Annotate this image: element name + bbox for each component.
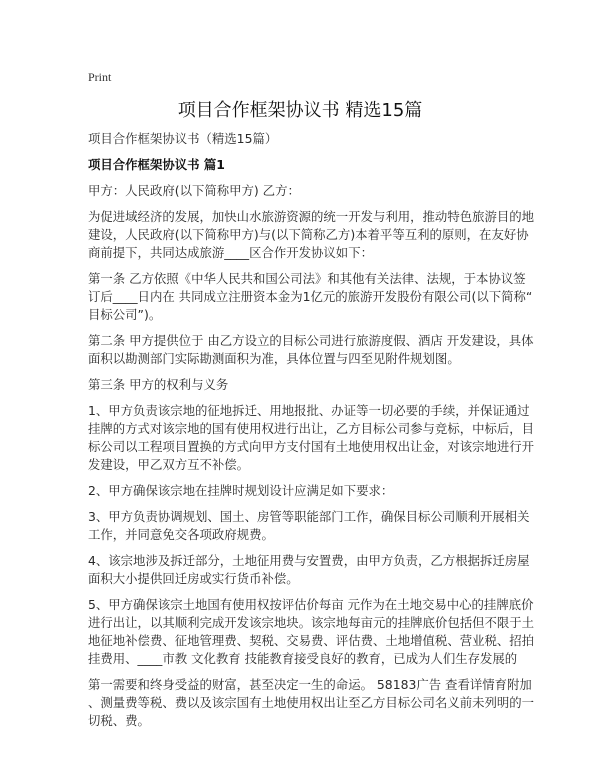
- paragraph-line: 订后____日内在 共同成立注册资本金为1亿元的旅游开发股份有限公司(以下简称“: [88, 289, 533, 304]
- paragraph-line: 标公司以工程项目置换的方式向甲方支付国有土地使用权出让金，对该宗地进行开: [88, 439, 535, 454]
- paragraph: [88, 596, 535, 668]
- paragraph-line: 第一需要和终身受益的财富，甚至决定一生的命运。 58183广告 查看详情育附加: [88, 677, 532, 692]
- paragraph: [88, 482, 528, 500]
- print-link[interactable]: Print: [88, 70, 112, 84]
- paragraph-line: 商前提下，共同达成旅游____区合作开发协议如下：: [88, 245, 373, 260]
- paragraph: [88, 552, 528, 588]
- paragraph-line: 2、甲方确保该宗地在挂牌时规划设计应满足如下要求：: [88, 483, 394, 498]
- paragraph-line: 第一条 乙方依照《中华人民共和国公司法》和其他有关法律、法规，于本协议签: [88, 271, 526, 286]
- paragraph-line: 工作，并同意免交各项政府规费。: [88, 527, 274, 542]
- paragraph: [88, 508, 528, 544]
- paragraph-line: 3、甲方负责协调规划、国土、房管等职能部门工作，确保目标公司顺利开展相关: [88, 509, 530, 524]
- paragraph-line: 进行出让，以其顺利完成开发该宗地块。该宗地每亩元的挂牌底价包括但不限于土: [88, 615, 535, 630]
- paragraph: [88, 270, 533, 324]
- paragraph-line: 5、甲方确保该宗土地国有使用权按评估价每亩 元作为在土地交易中心的挂牌底价: [88, 597, 534, 612]
- paragraph-line: 为促进域经济的发展，加快山水旅游资源的统一开发与利用，推动特色旅游目的地: [88, 209, 535, 224]
- paragraph-line: 建设，人民政府(以下简称甲方)与(以下简称乙方)本着平等互利的原则，在友好协: [88, 227, 529, 242]
- paragraph: [88, 676, 535, 730]
- paragraph-line: 挂牌的方式对该宗地的国有使用权进行出让，乙方目标公司参与竞标，中标后，目: [88, 421, 535, 436]
- paragraph: [88, 208, 535, 262]
- subtitle: 项目合作框架协议书（精选15篇）: [88, 131, 278, 146]
- page-title: 项目合作框架协议书 精选15篇: [177, 100, 423, 121]
- paragraph-line: 、测量费等税、费以及该宗国有土地使用权出让至乙方目标公司名义前未列明的一: [88, 695, 535, 710]
- parties-line: 甲方：人民政府(以下简称甲方) 乙方：: [88, 183, 300, 198]
- paragraphs: [88, 208, 535, 730]
- paragraph-line: 地征地补偿费、征地管理费、契税、交易费、评估费、土地增值税、营业税、招拍: [88, 633, 535, 648]
- paragraph-line: 1、甲方负责该宗地的征地拆迁、用地报批、办证等一切必要的手续，并保证通过: [88, 403, 530, 418]
- paragraph-line: 第三条 甲方的权利与义务: [88, 377, 229, 392]
- document-body: [88, 130, 535, 738]
- paragraph-line: 切税、费。: [88, 713, 150, 728]
- paragraph: [88, 376, 528, 394]
- paragraph-line: 4、该宗地涉及拆迁部分，土地征用费与安置费，由甲方负责，乙方根据拆迁房屋: [88, 553, 530, 568]
- paragraph-line: 第二条 甲方提供位于 由乙方设立的目标公司进行旅游度假、酒店 开发建设，具体: [88, 333, 534, 348]
- paragraph-line: 挂费用、____市教 文化教育 技能教育接受良好的教育，已成为人们生存发展的: [88, 651, 518, 666]
- paragraph-line: 发建设，甲乙双方互不补偿。: [88, 457, 250, 472]
- paragraph: [88, 332, 534, 368]
- section-heading: 项目合作框架协议书 篇1: [88, 157, 225, 172]
- paragraph-line: 目标公司”)。: [88, 307, 162, 322]
- paragraph: [88, 402, 535, 474]
- paragraph-line: 面积以勘测部门实际勘测面积为准，具体位置与四至见附件规划图。: [88, 351, 460, 366]
- paragraph-line: 面积大小提供回迁房或实行货币补偿。: [88, 571, 299, 586]
